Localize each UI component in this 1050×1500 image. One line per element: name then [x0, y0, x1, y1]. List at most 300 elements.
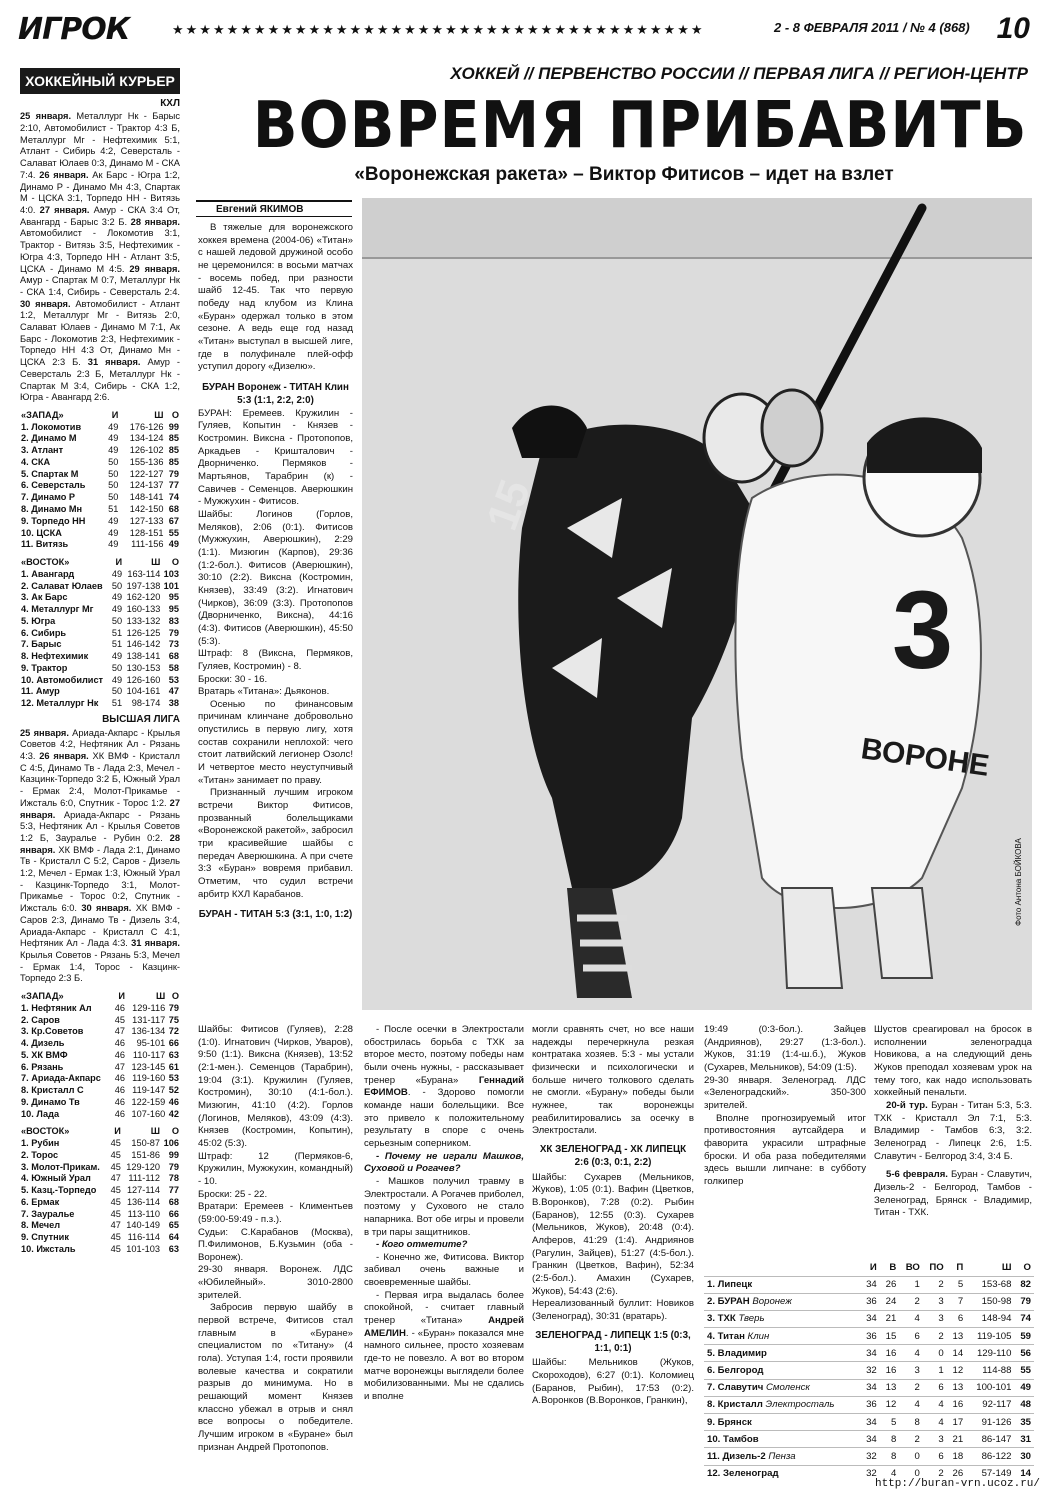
hockey-photo: [362, 198, 1032, 1010]
photo-credit: Фото Антона БОЙКОВА: [1014, 838, 1023, 926]
games: 45: [110, 1149, 121, 1160]
team-name: 1. Авангард: [21, 568, 75, 579]
table-row: [20, 516, 180, 528]
match-heading: БУРАН - ТИТАН 5:3 (3:1, 1:0, 1:2): [198, 909, 353, 921]
team-name: 5. Казц.-Торпедо: [21, 1185, 97, 1196]
col-games: И: [111, 409, 119, 420]
article-paragraph: Забросив первую шайбу в первой встрече, Фитисов стал главным в «Буране» специалистом по «Титану» (4 гола). Уступая 1:4, гости проявили волевые качества и сократили разрыв до минимума. Но в решающий момент Князев классно убежал в отрыв и снял все вопросы о победителе. Лучшим игроком в «Буране» был признан Андрей Протопопов.: [198, 1302, 353, 1453]
jersey-number-dark: 15: [477, 473, 541, 537]
next-games: 5-6 февраля. Буран - Славутич, Дизель-2 - Белгород, Тамбов - Зеленоград, Брянск - Владимир, Титан - ТХК.: [874, 1169, 1032, 1219]
result-date: 30 января.: [20, 298, 71, 309]
games: 49: [111, 592, 123, 603]
result-date: 26 января.: [39, 751, 89, 762]
games: 51: [111, 698, 123, 709]
losses: 26: [947, 1465, 967, 1482]
table-row: [20, 569, 180, 581]
team-name: 4. Южный Урал: [21, 1173, 91, 1184]
coach-quote: - После осечки в Электростали обострилась борьба с ТХК за второе место, поэтому победы нам были очень нужны, - рассказывает тренер «Бурана» Геннадий ЕФИМОВ. - Здорово помогли команде наши болельщики. Все это привело к положительному результату в споре с очень серьезным соперником.: [364, 1024, 524, 1149]
col-points: О: [171, 991, 179, 1002]
result-date: 29 января.: [129, 263, 180, 274]
col-ot-losses: ПО: [929, 1262, 944, 1274]
goals: 126-160: [126, 674, 161, 685]
goals: 57-149: [966, 1465, 1014, 1482]
team-name: 9. Торпедо НН: [21, 515, 86, 526]
team-name: 7. Зауралье: [21, 1208, 75, 1219]
goals: 122-159: [131, 1096, 166, 1107]
table-row: [20, 1220, 180, 1232]
team-name: 7. Славутич Смоленск: [704, 1379, 860, 1396]
wins: 8: [880, 1448, 900, 1465]
goals: 100-101: [966, 1379, 1014, 1396]
vhl-results: [20, 728, 180, 985]
table-row: [20, 1138, 180, 1150]
table-group-name: «ВОСТОК»: [21, 557, 70, 568]
match-goals: Шайбы: Мельников (Жуков, Скороходов), 6:27 (0:1). Коломиец (Баранов, Рыбин), 17:53 (0:2). А.Воронков (В.Воронков, Гранкин),: [532, 1357, 694, 1407]
wins: 24: [880, 1293, 900, 1310]
games: 45: [110, 1161, 121, 1172]
games: 49: [108, 421, 119, 432]
team-name: 11. Амур: [21, 686, 60, 697]
points: 74: [168, 492, 179, 503]
table-row: [20, 1244, 180, 1256]
team-name: 1. Нефтяник Ал: [21, 1002, 92, 1013]
games: 50: [108, 492, 119, 503]
goals: 134-124: [129, 433, 164, 444]
page-number: 10: [996, 12, 1030, 45]
losses: 6: [947, 1310, 967, 1327]
result-text: Ариада-Акпарс - Рязань 5:3, Нефтяник Ал - Крылья Советов 1:2 Б, Зауралье - Рубин 0:2.: [20, 809, 180, 843]
goals: 129-110: [966, 1345, 1014, 1362]
goals: 104-161: [126, 686, 161, 697]
col-losses: П: [956, 1262, 964, 1274]
goals: 160-133: [126, 604, 161, 615]
goals: 148-141: [129, 492, 164, 503]
table-row: [20, 1185, 180, 1197]
goals: 119-160: [132, 1073, 166, 1084]
col-games: И: [114, 1126, 121, 1137]
table-row: [20, 539, 180, 551]
wins: 12: [880, 1396, 900, 1413]
result-text: ХК ВМФ - Лада 2:1, Динамо Тв - Кристалл С 5:2, Саров - Дизель 1:2, Мечел - Ермак 1:3, Южный Урал - Казцинк-Торпедо 3:1, Молот-Прикамье - Торос 0:2, Спутник - Ижсталь 6:0.: [20, 844, 180, 914]
team-name: 3. Кр.Советов: [21, 1026, 84, 1037]
goals: 136-134: [131, 1026, 166, 1037]
jersey-number-light: 3: [892, 569, 954, 692]
rink-boards: [362, 198, 1032, 258]
games: 45: [110, 1185, 121, 1196]
match-goalie: Вратарь «Титана»: Дьяконов.: [198, 686, 330, 698]
goals: 136-114: [126, 1196, 160, 1207]
games: 49: [111, 674, 123, 685]
table-row: [20, 1062, 180, 1074]
table-row: [704, 1276, 1034, 1293]
games: 50: [108, 468, 119, 479]
team-name: 1. Локомотив: [21, 421, 82, 432]
headline: ВОВРЕМЯ ПРИБАВИТЬ: [252, 89, 1028, 163]
wins: 8: [880, 1431, 900, 1448]
points: 73: [168, 639, 179, 650]
team-name: 12. Зеленоград: [704, 1465, 860, 1482]
goals: 129-120: [126, 1161, 160, 1172]
games: 34: [860, 1414, 880, 1431]
team-city: Клин: [744, 1330, 770, 1342]
table-row: [20, 1038, 180, 1050]
col-points: О: [171, 557, 179, 568]
article-paragraph: Шустов среагировал на бросок в исполнении зеленоградца Новикова, а на следующий день Жуков преподал хозяевам урок на тему того, как надо использовать хоккейный пенальти.: [874, 1024, 1032, 1099]
points: 64: [168, 1232, 179, 1243]
points: 46: [168, 1096, 179, 1107]
games: 49: [111, 568, 123, 579]
result-date: 30 января.: [81, 903, 132, 914]
table-row: [704, 1396, 1034, 1413]
ot-losses: 2: [923, 1465, 947, 1482]
losses: 17: [947, 1414, 967, 1431]
col-goals: Ш: [151, 557, 161, 568]
table-row: [20, 639, 180, 651]
star-decoration: ★★★★★★★★★★★★★★★★★★★★★★★★★★★★★★★★★★★★★★★: [172, 22, 705, 37]
khl-title: КХЛ: [160, 97, 180, 109]
points: 68: [168, 1196, 179, 1207]
match-venue: 29-30 января. Зеленоград. ЛДС «Зеленоградский». 350-300 зрителей.: [704, 1074, 866, 1111]
ot-wins: 0: [899, 1465, 923, 1482]
team-name: 4. СКА: [21, 456, 51, 467]
tour-results: 20-й тур. Буран - Титан 5:3, 5:3. ТХК - Кристалл Эл 7:1, 5:3. Владимир - Тамбов 6:3, 3:2. Зеленоград - Липецк 2:6, 1:5. Славутич - Белгород 3:4, 3:4 Б.: [874, 1099, 1032, 1162]
table-row: [704, 1379, 1034, 1396]
games: 46: [114, 1108, 125, 1119]
col-points: О: [171, 409, 179, 420]
points: 65: [168, 1220, 179, 1231]
ot-wins: 2: [899, 1379, 923, 1396]
table-row: [704, 1328, 1034, 1345]
vhl-east-table: [20, 1126, 180, 1255]
team-name: 1. Липецк: [704, 1276, 860, 1293]
col-games: И: [115, 557, 123, 568]
points: 55: [1014, 1362, 1034, 1379]
points: 59: [1014, 1328, 1034, 1345]
article-paragraph: В тяжелые для воронежского хоккея времена (2004-06) «Титан» с нашей ледовой дружиной особо не церемонился: в восьми матчах - восемь побед, при разности шайб 12-45. Так что первую победу над клубом из Клина «Буран» одержал только в этом сезоне. А ведь еще год назад «Титан» выступал в высшей лиге, где в полуфинале плей-офф уступил дорогу «Дизелю».: [198, 222, 353, 373]
table-row: [20, 616, 180, 628]
result-date: 31 января.: [131, 938, 180, 949]
points: 49: [168, 539, 179, 550]
result-date: 28 января.: [20, 832, 180, 855]
table-row: [704, 1293, 1034, 1310]
goals: 131-117: [132, 1014, 166, 1025]
points: 79: [168, 468, 179, 479]
ot-losses: 2: [923, 1328, 947, 1345]
ot-wins: 4: [899, 1310, 923, 1327]
games: 36: [860, 1328, 880, 1345]
match-heading: ХК ЗЕЛЕНОГРАД - ХК ЛИПЕЦК 2:6 (0:3, 0:1, 2:2): [539, 1143, 687, 1168]
goals: 127-133: [129, 515, 164, 526]
table-row: [704, 1448, 1034, 1465]
games: 49: [111, 604, 123, 615]
points: 99: [168, 1149, 179, 1160]
points: 66: [168, 1208, 179, 1219]
khl-results: [20, 111, 180, 404]
result-text: Автомобилист - Атлант 1:2, Металлург Мг - Витязь 2:0, Салават Юлаев - Динамо М 7:1, Ак Барс - Локомотив 2:3, Нефтехимик - Торпедо НН 4:3 От, Динамо Мн - ЦСКА 2:3 Б.: [20, 298, 180, 368]
table-group-name: «ВОСТОК»: [21, 1126, 70, 1137]
ot-wins: 3: [899, 1362, 923, 1379]
games: 51: [108, 504, 119, 514]
article-paragraph: Вполне прогнозируемый итог противостояния аутсайдера и фаворита украсили штрафные броски. И оба раза победителями здесь вышли липчане: в субботу голкипер: [704, 1112, 866, 1187]
table-row: [20, 1026, 180, 1038]
article-column-1: [198, 222, 353, 1042]
match-referees: Судьи: С.Карабанов (Москва), П.Филимонов, Б.Кузьмин (оба - Воронеж).: [198, 1226, 353, 1263]
games: 36: [860, 1396, 880, 1413]
goals: 123-145: [131, 1061, 166, 1072]
team-name: 2. Саров: [21, 1014, 60, 1025]
games: 50: [111, 686, 123, 697]
points: 95: [168, 604, 179, 615]
points: 47: [168, 686, 179, 697]
team-name: 10. Автомобилист: [21, 674, 104, 685]
games: 45: [114, 1014, 125, 1025]
goals: 162-120: [126, 592, 161, 603]
result-text: Ак Барс - Югра 1:2, Динамо Р - Динамо Мн 4:3, Спартак М - ЦСКА 3:1, Торпедо НН - Витязь 4:0.: [20, 169, 180, 215]
team-city: Пенза: [765, 1450, 796, 1462]
goals: 122-127: [129, 468, 164, 479]
points: 95: [168, 592, 179, 603]
ot-wins: 0: [899, 1448, 923, 1465]
team-name: 2. БУРАН Воронеж: [704, 1293, 860, 1310]
losses: 18: [947, 1448, 967, 1465]
table-row: [20, 651, 180, 663]
table-row: [20, 504, 180, 516]
goals: 126-125: [126, 627, 161, 638]
table-row: [20, 1232, 180, 1244]
points: 75: [168, 1014, 179, 1025]
team-name: 7. Динамо Р: [21, 492, 76, 503]
goals: 92-117: [966, 1396, 1014, 1413]
team-name: 5. Югра: [21, 615, 56, 626]
games: 46: [114, 1038, 125, 1049]
points: 61: [168, 1061, 179, 1072]
points: 52: [168, 1085, 179, 1096]
table-row: [20, 457, 180, 469]
goals: 126-102: [129, 445, 164, 456]
losses: 16: [947, 1396, 967, 1413]
points: 79: [1014, 1293, 1034, 1310]
goals: 130-153: [126, 662, 161, 673]
games: 45: [110, 1196, 121, 1207]
goals: 129-116: [132, 1002, 166, 1013]
points: 79: [168, 1002, 179, 1013]
team-name: 8. Кристалл Электросталь: [704, 1396, 860, 1413]
goals: 197-138: [126, 580, 161, 591]
ot-losses: 4: [923, 1414, 947, 1431]
losses: 14: [947, 1345, 967, 1362]
points: 85: [168, 445, 179, 456]
team-name: 4. Металлург Мг: [21, 604, 94, 615]
goals: 150-87: [131, 1138, 160, 1149]
article-column-5: [704, 1024, 866, 1250]
article-paragraph: Признанный лучшим игроком встречи Виктор Фитисов, прозванный болельщиками «Воронежской ракетой», забросил три красивейшие шайбы с передач Аверюшкина. А при счете 3:3 «Буран» вовремя прибавил. Отметим, что судил встречи арбитр КХЛ Карабанов.: [198, 787, 353, 900]
col-wins: В: [889, 1262, 897, 1274]
vhl-title: ВЫСШАЯ ЛИГА: [102, 713, 180, 725]
newspaper-logo: ИГРОК: [18, 12, 130, 47]
team-name: 6. Ермак: [21, 1196, 60, 1207]
team-name: 3. Ак Барс: [21, 592, 68, 603]
table-row: [20, 433, 180, 445]
match-goals: Шайбы: Фитисов (Гуляев), 2:28 (1:0). Игнатович (Чирков, Уваров), 9:50 (1:1). Виксна (Князев), 13:52 (2:1-мен.). Семенцов (Тарабрин), 19:04 (3:1). Кружилин (Гуляев, Костромин), 30:10 (4:1-бол.). Мизюгин, 41:10 (4:2). Горлов (Логинов, Меляков), 43:09 (4:3). Князев (Костромин, Копытин), 45:02 (5:3).: [198, 1024, 353, 1149]
games: 50: [108, 456, 119, 467]
match-penalties: Штраф: 8 (Виксна, Пермяков, Гуляев, Костромин) - 8.: [198, 648, 353, 672]
goals: 148-94: [966, 1310, 1014, 1327]
khl-east-table: [20, 557, 180, 710]
losses: 13: [947, 1379, 967, 1396]
league-standings-table: [704, 1260, 1034, 1482]
team-name: 6. Белгород: [704, 1362, 860, 1379]
team-name: 5. Спартак М: [21, 468, 79, 479]
games: 46: [114, 1002, 125, 1013]
match-goals: Шайбы: Логинов (Горлов, Меляков), 2:06 (0:1). Фитисов (Мужжухин, Аверюшкин), 2:29 (1:1). Мизюгин (Карпов), 29:36 (1:2-бол.). Фитисов (Аверюшкин), 30:10 (2:2). Виксна (Костромин, Князев), 33:49 (3:2). Игнатович (Чирков), 36:09 (3:3). Протопопов (Дворниченко, Виксна), 44:16 (4:3). Фитисов (Аверюшкин), 45:50 (5:3).: [198, 508, 353, 647]
losses: 12: [947, 1362, 967, 1379]
table-row: [20, 1050, 180, 1062]
ot-wins: 6: [899, 1328, 923, 1345]
goals: 153-68: [966, 1276, 1014, 1293]
table-row: [20, 1173, 180, 1185]
article-paragraph: могли сравнять счет, но все наши надежды перечеркнула резкая контратака хозяев. 5:3 - мы устали физически и психологически и больше ничего толкового сделать не смогли. «Бурану» победы были нужнее, так воронежцы реабилитировались за осечку в Электростали.: [532, 1024, 694, 1137]
wins: 13: [880, 1379, 900, 1396]
table-row: [20, 686, 180, 698]
goals: 176-126: [129, 421, 164, 432]
goals: 113-110: [127, 1208, 160, 1219]
table-row: [704, 1362, 1034, 1379]
result-text: Металлург Нк - Барыс 2:10, Автомобилист - Трактор 4:3 Б, Металлург Мг - Нефтехимик 5:1, Атлант - Сибирь 4:2, Северсталь - Салават Юлаев 0:3, Динамо М - СКА 7:4.: [20, 111, 180, 180]
wins: 15: [880, 1328, 900, 1345]
games: 45: [110, 1244, 121, 1255]
points: 58: [168, 662, 179, 673]
wins: 21: [880, 1310, 900, 1327]
article-column-2: [198, 1024, 353, 1464]
match-venue: 29-30 января. Воронеж. ЛДС «Юбилейный». 3010-2800 зрителей.: [198, 1264, 353, 1301]
team-name: 3. Молот-Прикам.: [21, 1161, 100, 1172]
team-city: Электросталь: [762, 1399, 835, 1411]
team-name: 2. Салават Юлаев: [21, 580, 103, 591]
table-group-name: «ЗАПАД»: [21, 409, 64, 420]
points: 101: [163, 580, 179, 591]
games: 50: [108, 480, 119, 491]
article-column-6: [874, 1024, 1032, 1250]
result-date: 25 января.: [20, 111, 72, 122]
points: 74: [1014, 1310, 1034, 1327]
goals: 155-136: [129, 456, 164, 467]
points: 79: [168, 1161, 179, 1172]
match-shots: Броски: 30 - 16.: [198, 673, 268, 685]
article-column-3: [364, 1024, 524, 1464]
table-row: [704, 1310, 1034, 1327]
games: 32: [860, 1448, 880, 1465]
hockey-courier-column: [20, 68, 180, 1488]
goals: 119-105: [966, 1328, 1014, 1345]
table-row: [20, 1209, 180, 1221]
team-name: 6. Сибирь: [21, 627, 67, 638]
result-date: 25 января.: [20, 727, 69, 738]
table-row: [704, 1345, 1034, 1362]
table-row: [20, 581, 180, 593]
table-row: [20, 663, 180, 675]
points: 48: [1014, 1396, 1034, 1413]
result-text: Амур - Северсталь 2:3 Б, Металлург Нк - Спартак М 3:4, Сибирь - СКА 1:2, Югра - Авангард 2:6.: [20, 357, 180, 403]
games: 32: [860, 1465, 880, 1482]
losses: 5: [947, 1276, 967, 1293]
ot-wins: 4: [899, 1345, 923, 1362]
goals: 107-160: [131, 1108, 166, 1119]
table-row: [20, 1109, 180, 1121]
games: 45: [110, 1208, 121, 1219]
team-name: 1. Рубин: [21, 1138, 60, 1149]
result-text: ХК ВМФ - Саров 2:3, Динамо Тв - Дизель 3:4, Ариада-Акпарс - Кристалл С 4:1, Нефтяник Ал - Лада 4:3.: [20, 903, 180, 949]
table-row: [20, 628, 180, 640]
losses: 7: [947, 1293, 967, 1310]
games: 34: [860, 1379, 880, 1396]
col-games: И: [118, 991, 125, 1002]
team-name: 5. Владимир: [704, 1345, 860, 1362]
games: 46: [114, 1085, 125, 1096]
points: 82: [1014, 1276, 1034, 1293]
col-goals: Ш: [1001, 1262, 1012, 1274]
team-name: 6. Рязань: [21, 1061, 64, 1072]
team-name: 9. Динамо Тв: [21, 1096, 80, 1107]
ot-losses: 3: [923, 1431, 947, 1448]
games: 46: [114, 1073, 125, 1084]
team-name: 10. Ижсталь: [21, 1244, 76, 1255]
team-name: 5. ХК ВМФ: [21, 1049, 68, 1060]
interview-answer: - Машков получил травму в Электростали. А Рогачев приболел, поэтому у Сухового не стало напарника. Вот обе игры и провели в три пары защитников.: [364, 1175, 524, 1238]
table-row: [20, 698, 180, 710]
match-goals: Шайбы: Сухарев (Мельников, Жуков), 1:05 (0:1). Вафин (Цветков, В.Воронков), 7:28 (0:2). Рыбин (Баранов), 12:55 (0:3). Сухарев (Мельников, Жуков), 20:48 (0:4). Алферов, 41:29 (1:4). Андриянов (Рагулин, Зайцев), 51:27 (4:5-бол.). Гранкин (Цветков, Вафин), 52:34 (2:5-бол.). Амахин (Сухарев, Жуков), 54:43 (2:6).: [532, 1171, 694, 1297]
table-row: [20, 469, 180, 481]
result-date: 31 января.: [87, 357, 141, 368]
team-name: 7. Барыс: [21, 639, 62, 650]
points: 67: [168, 515, 179, 526]
games: 50: [111, 580, 123, 591]
wins: 4: [880, 1465, 900, 1482]
col-points: О: [1023, 1262, 1031, 1274]
team-name: 12. Металлург Нк: [21, 698, 99, 709]
table-row: [704, 1414, 1034, 1431]
table-row: [20, 1150, 180, 1162]
team-name: 4. Титан Клин: [704, 1328, 860, 1345]
ot-wins: 2: [899, 1431, 923, 1448]
points: 79: [168, 627, 179, 638]
wins: 16: [880, 1362, 900, 1379]
ot-losses: 6: [923, 1379, 947, 1396]
games: 47: [114, 1061, 125, 1072]
result-date: 27 января.: [20, 797, 180, 820]
ot-wins: 8: [899, 1414, 923, 1431]
points: 38: [168, 698, 179, 709]
games: 49: [108, 445, 119, 456]
games: 32: [860, 1362, 880, 1379]
points: 72: [168, 1026, 179, 1037]
col-goals: Ш: [154, 409, 164, 420]
games: 36: [860, 1293, 880, 1310]
points: 85: [168, 433, 179, 444]
vhl-west-table: [20, 991, 180, 1120]
games: 46: [114, 1096, 125, 1107]
coach-quote: - Первая игра выдалась более спокойной, - считает главный тренер «Титана» Андрей АМЕЛИН. - «Буран» показался мне намного сильнее, просто хозяевам где-то не повезло. А вот во втором матче воронежцы выглядели более мобилизованными. Мы не сдались и вполне: [364, 1289, 524, 1403]
result-text: Крылья Советов - Рязань 5:3, Мечел - Ермак 1:4, Торос - Казцинк-Торпедо 2:3 Б.: [20, 949, 180, 984]
table-row: [704, 1431, 1034, 1448]
points: 35: [1014, 1414, 1034, 1431]
games: 34: [860, 1276, 880, 1293]
goals: 133-132: [126, 615, 161, 626]
goals: 128-151: [129, 527, 164, 538]
table-row: [20, 1085, 180, 1097]
ot-wins: 1: [899, 1276, 923, 1293]
games: 34: [860, 1431, 880, 1448]
team-name: 7. Ариада-Акпарс: [21, 1073, 101, 1084]
